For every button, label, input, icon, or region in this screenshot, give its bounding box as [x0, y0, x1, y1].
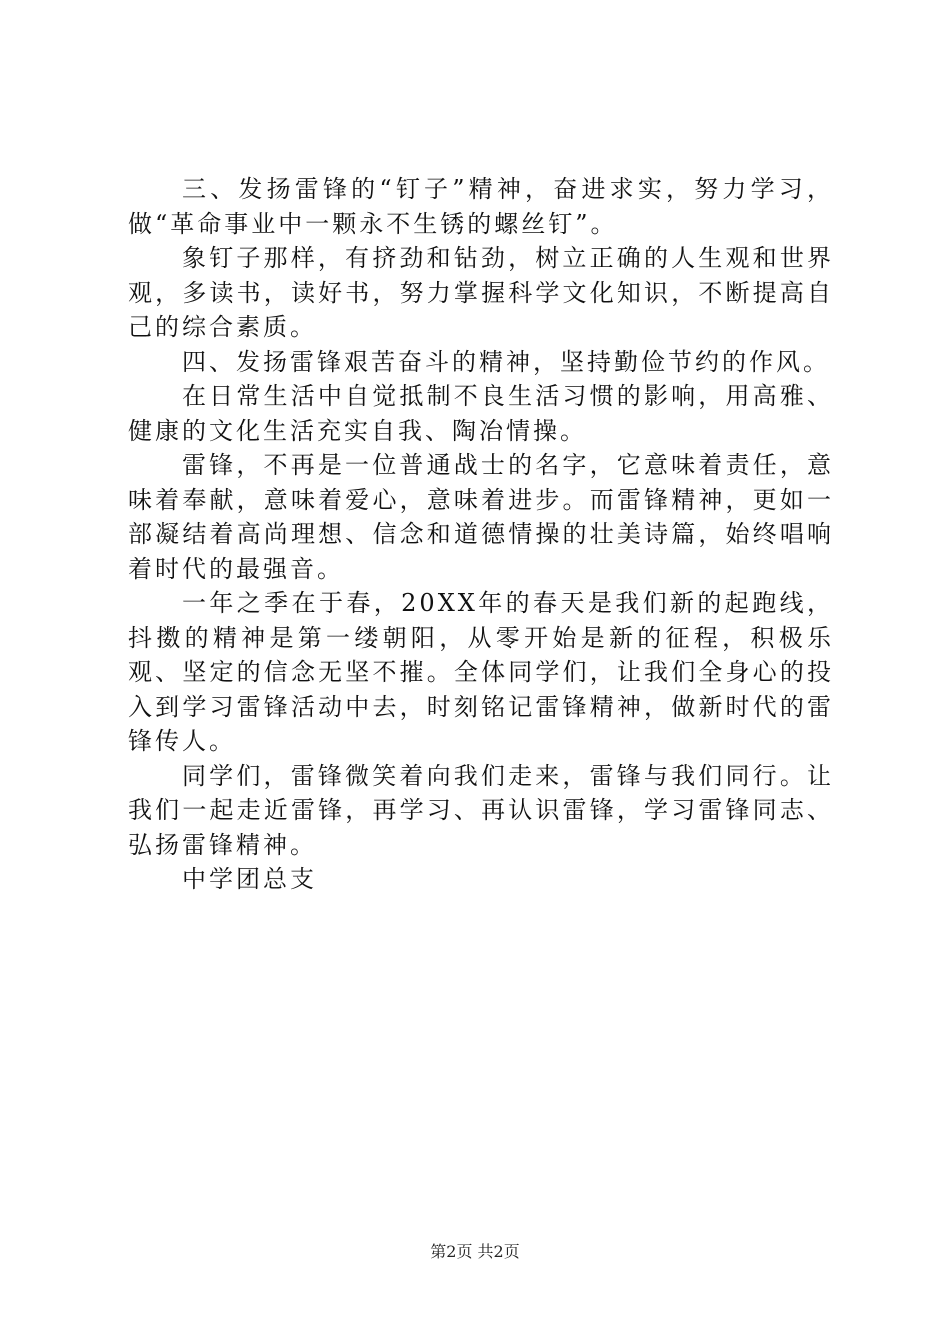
paragraph-heading-three: 三、发扬雷锋的“钉子”精神，奋进求实，努力学习，做“革命事业中一颗永不生锈的螺丝钉”。 — [128, 175, 834, 238]
paragraph: 一年之季在于春，20XX年的春天是我们新的起跑线，抖擞的精神是第一缕朝阳，从零开始是新的征程，积极乐观、坚定的信念无坚不摧。全体同学们，让我们全身心的投入到学习雷锋活动中去，时刻铭记雷锋精神，做新时代的雷锋传人。 — [128, 589, 834, 755]
paragraph: 象钉子那样，有挤劲和钻劲，树立正确的人生观和世界观，多读书，读好书，努力掌握科学文化知识，不断提高自己的综合素质。 — [128, 244, 834, 341]
paragraph: 在日常生活中自觉抵制不良生活习惯的影响，用高雅、健康的文化生活充实自我、陶冶情操。 — [128, 382, 834, 445]
paragraph: 雷锋，不再是一位普通战士的名字，它意味着责任，意味着奉献，意味着爱心，意味着进步。而雷锋精神，更如一部凝结着高尚理想、信念和道德情操的壮美诗篇，始终唱响着时代的最强音。 — [128, 451, 834, 583]
paragraph-heading-four: 四、发扬雷锋艰苦奋斗的精神，坚持勤俭节约的作风。 — [182, 347, 830, 376]
page-number-footer: 第2页 共2页 — [430, 1242, 520, 1261]
signature: 中学团总支 — [182, 865, 317, 893]
document-body — [128, 172, 834, 897]
paragraph: 同学们，雷锋微笑着向我们走来，雷锋与我们同行。让我们一起走近雷锋，再学习、再认识雷锋，学习雷锋同志、弘扬雷锋精神。 — [128, 761, 834, 859]
